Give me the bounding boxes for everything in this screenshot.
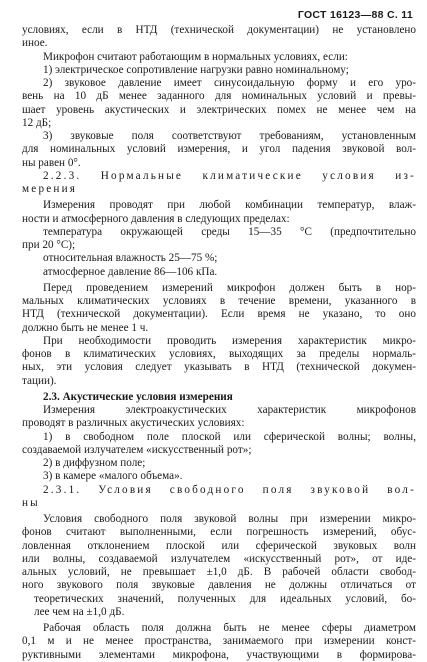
text-line: 2) в диффузном поле; [43,457,146,469]
text-line: теоретических значений, полученных для идеальных условий, бо- [34,592,416,605]
text-line: 3) в камере «малого объема». [43,470,183,483]
text-line: ловленная отклонением плоской или сферической звуковых волн [22,539,416,552]
text-line: должно быть не менее 1 ч. [22,321,149,334]
text-line: 3) звуковые поля соответствуют требованиям, установленным [43,130,416,142]
text-line: мерения [22,183,78,195]
text-line: фонов считают выполненными, если погрешность измерений, обус- [22,526,416,539]
text-line: ности и атмосферного давления в следующих пределах: [22,212,290,225]
text-line: 2.3.1. Условия свободного поля звуковой вол- [43,483,416,496]
text-line: Измерения электроакустических характеристик микрофонов [43,404,416,416]
text-line: ны [22,496,40,509]
text-line: 2) звуковое давление имеет синусоидальную форму и его уро- [43,77,416,89]
text-line: При необходимости проводить измерения характеристик микро- [43,334,416,347]
text-line: атмосферное давление 86—106 кПа. [43,265,218,278]
text-line: 1) в свободном поле плоской или сферической волны; волны, [43,430,416,443]
text-line: Условия свободного поля звуковой волны при измерении микро- [43,513,416,525]
text-line: иное. [22,37,48,50]
text-line: или волны, создаваемой излучателем «искусственный рот», от иде- [22,552,416,565]
text-line: 1) электрическое сопротивление нагрузки равно номинальному; [43,63,349,76]
text-line: руктивными элементами микрофона, участвующими в формирова- [22,648,416,661]
text-line: мальных климатических условиях в течение времени, указанного в [22,295,416,307]
text-line: НТД (технической документации). Если время не указано, то оно [22,308,416,321]
text-line: при 20 °С); [22,239,76,251]
text-line: фонов в климатических условиях, выходящих за пределы нормаль- [22,348,416,360]
text-line: ного звукового поля звуковые давления не должны отличаться от [22,579,416,592]
text-line: Рабочая область поля должна быть не менее сферы диаметром [43,622,416,634]
text-line: тации). [22,374,57,387]
text-line: 0,1 м и не менее пространства, занимаемого при измерении конст- [22,635,416,648]
text-line: Микрофон считают работающим в нормальных условиях, если: [43,50,348,63]
text-line: температура окружающей среды 15—35 °С (предпочтительно [43,225,416,238]
text-line: для номинальных условий измерения, и угол падения звуковой вол- [22,143,416,156]
document-body [22,24,416,662]
text-line: относительная влажность 25—75 %; [43,252,218,265]
text-line: лее чем на ±1,0 дБ. [34,605,125,618]
text-line: Перед проведением измерений микрофон должен быть в нор- [43,281,416,294]
text-line: 2.2.3. Нормальные климатические условия из- [43,169,416,182]
text-line: условиях, если в НТД (технической документации) не установлено [22,24,416,36]
text-line: 12 дБ; [22,116,52,129]
text-line: создаваемой излучателем «искусственный рот»; [22,443,252,456]
text-line: шает уровень акустических и электрических помех не менее чем на [22,103,416,116]
text-line: вень на 10 дБ менее заданного для номинальных условий и превы- [22,90,416,103]
page-header: ГОСТ 16123—88 С. 11 [297,9,413,21]
text-line: проводят в различных акустических условиях: [22,417,245,430]
text-line: 2.3. Акустические условия измерения [43,390,233,403]
text-line: ны равен 0°. [22,156,81,169]
text-line: ных, эти условия следует указывать в НТД (технической докумен- [22,361,416,374]
text-line: Измерения проводят при любой комбинации температур, влаж- [43,199,416,212]
text-line: альных условий, не превышает ±1,0 дБ. В рабочей области свобод- [22,566,416,578]
